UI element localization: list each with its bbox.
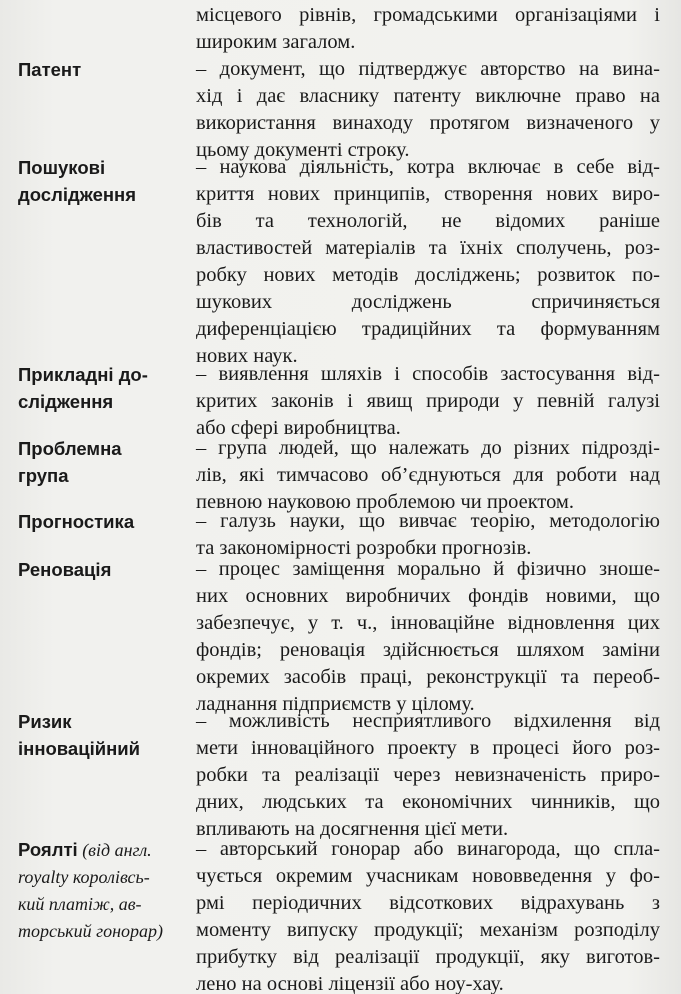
term-line	[18, 836, 196, 864]
definition-line: впливають на досягнення цієї мети.	[196, 818, 509, 840]
glossary-term	[18, 361, 196, 415]
definition-line: – авторський гонорар або винагорода, що спла-	[196, 838, 660, 860]
glossary-definition	[196, 56, 660, 164]
definition-line: прибутку від реалізації продукції, яку виготов-	[196, 946, 660, 968]
definition-line: робку нових методів досліджень; розвиток по-	[196, 264, 660, 286]
definition-line: нових наук.	[196, 345, 298, 367]
term-line: Прикладні до-	[18, 364, 148, 385]
glossary-definition	[196, 2, 660, 56]
term-line: інноваційний	[18, 738, 141, 759]
term-etymology-inline: (від англ.	[77, 840, 152, 860]
definition-line: ладнання підприємств у цілому.	[196, 693, 475, 715]
definition-line: або сфері виробництва.	[196, 417, 401, 439]
definition-line: окремих засобів праці, реконструкції та переоб-	[196, 666, 660, 688]
definition-line: рмі періодичних відсоткових відрахувань з	[196, 892, 660, 914]
term-etymology-line: royalty королівсь-	[18, 867, 150, 887]
definition-line: – можливість несприятливого відхилення від	[196, 710, 660, 732]
definition-line: та закономірності розробки прогнозів.	[196, 537, 532, 559]
definition-line: – процес заміщення морально й фізично зноше-	[196, 558, 660, 580]
term-etymology-line: кий платіж, ав-	[18, 894, 142, 914]
definition-line: моменту випуску продукції; механізм розподілу	[196, 919, 660, 941]
definition-line: робки та реалізації через невизначеність приро-	[196, 764, 660, 786]
glossary-definition	[196, 556, 660, 718]
glossary-term	[18, 56, 196, 83]
glossary-term	[18, 154, 196, 208]
glossary-term	[18, 435, 196, 489]
term-line: Проблемна	[18, 438, 122, 459]
term-line: слідження	[18, 391, 114, 412]
term-line: дослідження	[18, 184, 137, 205]
definition-line: місцевого рівнів, громадськими організаціями і	[196, 4, 660, 26]
definition-line: властивостей матеріалів та їхніх сполучень, роз-	[196, 237, 660, 259]
term-line: група	[18, 465, 69, 486]
definition-line: лено на основі ліцензії або ноу-хау.	[196, 973, 504, 994]
definition-line: шукових досліджень спричиняється	[196, 291, 660, 313]
glossary-definition	[196, 154, 660, 370]
glossary-definition	[196, 708, 660, 843]
term-word: Роялті	[18, 839, 78, 860]
definition-line: критих законів і явищ природи у певній галузі	[196, 390, 660, 412]
definition-line: – група людей, що належать до різних підрозді-	[196, 437, 660, 459]
definition-line: криття нових принципів, створення нових виро-	[196, 183, 660, 205]
glossary-term	[18, 708, 196, 762]
glossary-definition	[196, 435, 660, 516]
definition-line: хід і дає власнику патенту виключне право на	[196, 85, 660, 107]
glossary-definition	[196, 836, 660, 994]
definition-line: забезпечує, у т. ч., інноваційне відновлення цих	[196, 612, 660, 634]
glossary-definition	[196, 508, 660, 562]
definition-line: дних, людських та економічних чинників, що	[196, 791, 660, 813]
definition-line: використання винаходу протягом визначеного у	[196, 112, 660, 134]
definition-line: диференціацією традиційних та формуванням	[196, 318, 660, 340]
term-etymology-line: торський гонорар)	[18, 921, 164, 941]
definition-line: лів, які тимчасово об’єднуються для роботи над	[196, 464, 660, 486]
term-line: Пошукові	[18, 157, 106, 178]
definition-line: чується окремим учасникам нововведення у фо-	[196, 865, 660, 887]
term-line: Прогностика	[18, 511, 135, 532]
glossary-definition	[196, 361, 660, 442]
glossary-term	[18, 836, 196, 945]
definition-line: – документ, що підтверджує авторство на вина-	[196, 58, 660, 80]
definition-line: фондів; реновація здійснюється шляхом заміни	[196, 639, 660, 661]
definition-line: цьому документі строку.	[196, 139, 410, 161]
definition-line: мети інноваційного проекту в процесі його роз-	[196, 737, 660, 759]
definition-line: – галузь науки, що вивчає теорію, методологію	[196, 510, 660, 532]
term-line: Патент	[18, 59, 82, 80]
definition-line: них основних виробничих фондів новими, що	[196, 585, 660, 607]
term-line: Реновація	[18, 559, 112, 580]
glossary-term	[18, 508, 196, 535]
definition-line: бів та технологій, не відомих раніше	[196, 210, 660, 232]
definition-line: широким загалом.	[196, 31, 356, 53]
glossary-term	[18, 556, 196, 583]
definition-line: – виявлення шляхів і способів застосування від-	[196, 363, 660, 385]
term-line: Ризик	[18, 711, 72, 732]
definition-line: – наукова діяльність, котра включає в себе від-	[196, 156, 660, 178]
definition-line: певною науковою проблемою чи проектом.	[196, 491, 575, 513]
